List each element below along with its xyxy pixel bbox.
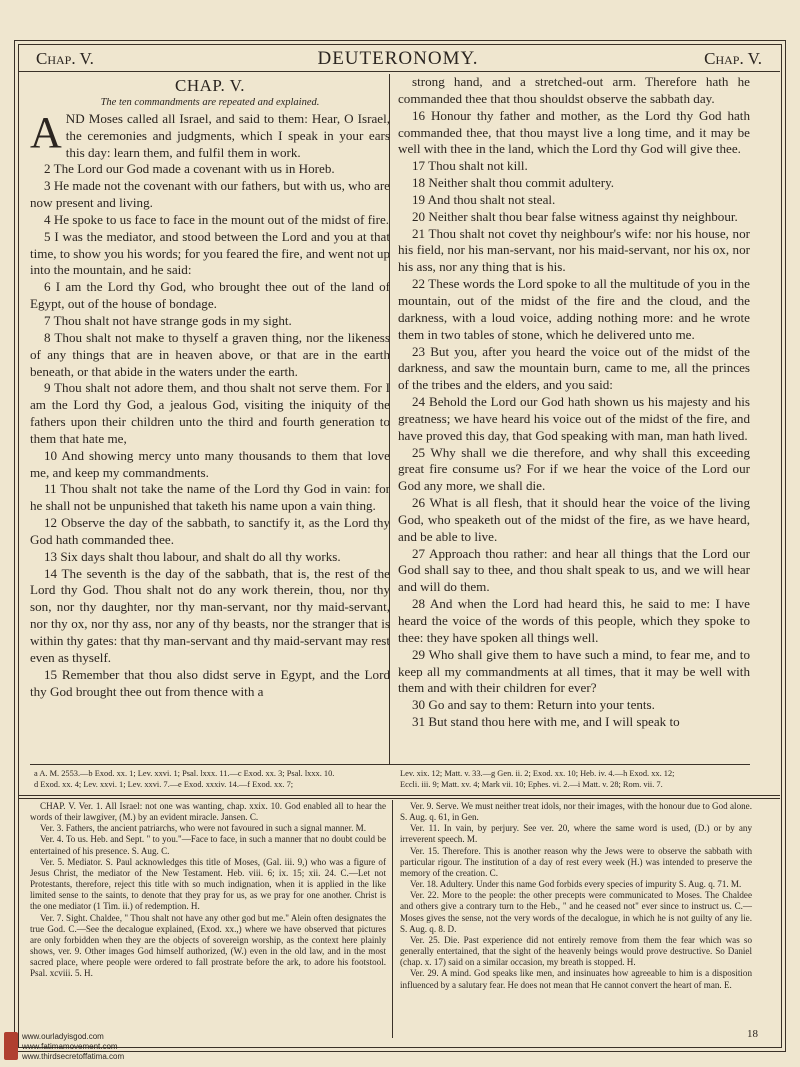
running-header xyxy=(28,46,768,72)
verse: 2 The Lord our God made a covenant with us in Horeb. xyxy=(44,161,335,177)
verse: 15 Remember that thou also didst serve in Egypt, and the Lord thy God brought thee out from thence with a xyxy=(30,666,390,699)
footer-url-link[interactable]: www.fatimamovement.com xyxy=(22,1042,118,1051)
verse: 23 But you, after you heard the voice out of the midst of the darkness, and saw the mountain burn, came to me, all the princes of the tribes and the elders, and you said: xyxy=(398,343,750,393)
commentary-note: Ver. 7. Sight. Chaldee, " Thou shalt not have any other god but me." Alein often designates the true God. C.—See the decalogue explained, (Exod. xx.,) where we have observed that pictures are only forbidden when they are the objects of sovereign worship, as the context here plainly shows, ver. 9. Other images God himself authorized, (W.) even in the old law, and in the most sacred place, where people were ordered to fall prostrate before the ark, to adore his footstool. Psal. xcviii. 5. H. xyxy=(30,912,386,979)
verse: 30 Go and say to them: Return into your tents. xyxy=(412,697,655,713)
left-verses xyxy=(30,107,391,701)
page-number: 18 xyxy=(747,1028,758,1040)
reference-line: a A. M. 2553.—b Exod. xx. 1; Lev. xxvi. 1; Psal. lxxx. 11.—c Exod. xx. 3; Psal. lxxx. 10. xyxy=(34,769,335,778)
chapter-title: CHAP. V. xyxy=(175,76,245,95)
verse: 20 Neither shalt thou bear false witness against thy neighbour. xyxy=(412,208,738,224)
chapter-summary: The ten commandments are repeated and explained. xyxy=(100,96,320,108)
commentary-left xyxy=(30,801,386,980)
commentary-note: Ver. 22. More to the people: the other precepts were communicated to Moses. The Chaldee and others give a contrary turn to the Heb., " and he ceased not" ever since to instruct us. C.—Moses gives the sense, not the very words of the decalogue, in which he is not guilty of any lie. S. Aug. q. 8. D. xyxy=(400,890,752,934)
verse: 28 And when the Lord had heard this, he said to me: I have heard the voice of the words of this people, which they spoke to thee: they have spoken all things well. xyxy=(398,596,750,645)
verse: 31 But stand thou here with me, and I will speak to xyxy=(412,714,680,730)
commentary-note: Ver. 29. A mind. God speaks like men, and insinuates how agreeable to him is a disposition influenced by a salutary fear. He does not mean that He cannot convert the heart of man. E. xyxy=(400,968,752,990)
commentary-note: Ver. 11. In vain, by perjury. See ver. 20, where the same word is used, (D.) or by any irreverent speech. M. xyxy=(400,823,752,845)
commentary-note: Ver. 5. Mediator. S. Paul acknowledges this title of Moses, (Gal. iii. 9,) who was a figure of Jesus Christ, the mediator of the New Testament. Heb. viii. 6; ix. 15; xii. 24. C.—Let not Protestants, therefore, reject this title with so much indignation, when it is applied in the like limited sense to the saints, to denote that they pray for us, as we pray for one another. Christ is the one mediator (1 Tim. ii.) of redemption. H. xyxy=(30,856,386,912)
verse: 21 Thou shalt not covet thy neighbour's wife: nor his house, nor his field, nor his man-servant, nor his maid-servant, nor his ox, nor his ass, nor any thing that is his. xyxy=(398,225,750,275)
notes-rule-bottom xyxy=(18,798,780,799)
verse: 6 I am the Lord thy God, who brought thee out of the land of Egypt, out of the house of bondage. xyxy=(30,279,390,312)
verse: 13 Six days shalt thou labour, and shalt do all thy works. xyxy=(44,548,341,564)
commentary-note: Ver. 3. Fathers, the ancient patriarchs, who were not favoured in such a signal manner. M. xyxy=(40,823,367,834)
verse: 7 Thou shalt not have strange gods in my sight. xyxy=(44,312,292,328)
commentary-note: Ver. 15. Therefore. This is another reason why the Jews were to observe the sabbath with particular rigour. The institution of a day of rest every week (H.) was intended to preserve the memory of the creation. C. xyxy=(400,845,752,878)
notes-rule-top xyxy=(18,795,780,796)
verse: 8 Thou shalt not make to thyself a graven thing, nor the likeness of any things that are in heaven above, or that are in the earth beneath, or that abide in the waters under the earth. xyxy=(30,329,390,379)
right-verses xyxy=(398,74,750,731)
seal-icon xyxy=(4,1032,18,1060)
verse: 16 Honour thy father and mother, as the Lord thy God hath commanded thee, that thou mayst live a long time, and it may be well with thee in the land, which the Lord thy God will give thee. xyxy=(398,107,750,157)
verse: 24 Behold the Lord our God hath shown us his majesty and his greatness; we have heard his voice out of the midst of the fire, and have proved this day, that God speaking with man, man hath lived. xyxy=(398,394,750,443)
verse: 18 Neither shalt thou commit adultery. xyxy=(412,175,615,191)
footer-url-link[interactable]: www.ourladyisgod.com xyxy=(22,1032,104,1041)
references-right xyxy=(400,768,750,790)
verse: 26 What is all flesh, that it should hear the voice of the living God, who speaketh out of the midst of the fire, as we have heard, and be able to live. xyxy=(398,495,750,544)
commentary-note: Ver. 18. Adultery. Under this name God forbids every species of impurity S. Aug. q. 71. M. xyxy=(410,879,742,890)
commentary-note: CHAP. V. Ver. 1. All Israel: not one was wanting, chap. xxix. 10. God enabled all to hear the words of their lawgiver, (M.) by an evident miracle. Jansen. C. xyxy=(30,801,386,823)
footer-url-link[interactable]: www.thirdsecretoffatima.com xyxy=(22,1052,125,1061)
reference-line: Lev. xix. 12; Matt. v. 33.—g Gen. ii. 2; Exod. xx. 10; Heb. iv. 4.—h Exod. xx. 12; xyxy=(400,769,675,778)
commentary-note: Ver. 9. Serve. We must neither treat idols, nor their images, with the honour due to God alone. S. Aug. q. 61, in Gen. xyxy=(400,801,752,823)
verse: 27 Approach thou rather: and hear all things that the Lord our God shall say to thee, and thou shalt speak to us, and we will hear and will do them. xyxy=(398,545,750,595)
verse: 12 Observe the day of the sabbath, to sanctify it, as the Lord thy God hath commanded thee. xyxy=(30,515,390,547)
header-rule xyxy=(18,71,780,72)
header-chapter-right: Chap. V. xyxy=(704,49,762,68)
notes-divider xyxy=(392,800,393,1038)
footer-urls xyxy=(22,1032,124,1062)
drop-cap: A xyxy=(30,107,62,157)
commentary-note: Ver. 4. To us. Heb. and Sept. " to you."—Face to face, in such a manner that no doubt could be entertained of his presence. S. Aug. C. xyxy=(30,834,386,856)
commentary-note: Ver. 25. Die. Past experience did not entirely remove from them the fear which was so generally entertained, that the sight of the heavenly beings would prove destructive. So Daniel (chap. x. 17) said on a similar occasion, my breath is stopped. H. xyxy=(400,934,752,968)
verse: 5 I was the mediator, and stood between the Lord and you at that time, to show you his words; for you feared the fire, and went not up into the mountain, and he said: xyxy=(30,228,391,278)
column-divider xyxy=(389,74,390,764)
verse: strong hand, and a stretched-out arm. Therefore hath he commanded thee that thou shouldst observe the sabbath day. xyxy=(398,74,750,106)
references-left xyxy=(34,768,384,790)
left-text-column xyxy=(30,74,390,700)
reference-line: d Exod. xx. 4; Lev. xxvi. 1; Lev. xxvi. 7.—e Exod. xxxiv. 14.—f Exod. xx. 7; xyxy=(34,780,294,789)
verse: 14 The seventh is the day of the sabbath, that is, the rest of the Lord thy God. Thou shalt not do any work therein, thou, nor thy son, nor thy daughter, nor thy man-servant, nor thy maid-servant, nor thy ox, nor thy ass, nor any of thy beasts, nor the stranger that is within thy gates: that thy man-servant and thy maid-servant may rest even as thyself. xyxy=(30,565,390,665)
header-chapter-left: Chap. V. xyxy=(36,49,94,68)
verse: 22 These words the Lord spoke to all the multitude of you in the mountain, out of the midst of the fire and the cloud, and the darkness, with a loud voice, adding nothing more: and he wrote them in two tables of stone, which he delivered unto me. xyxy=(398,276,750,342)
verse: 17 Thou shalt not kill. xyxy=(412,158,528,174)
commentary-right xyxy=(400,801,752,991)
reference-line: Eccli. iii. 9; Matt. xv. 4; Mark vii. 10; Ephes. vi. 2.—i Matt. v. 28; Rom. vii. 7. xyxy=(400,780,663,789)
verse: 3 He made not the covenant with our fathers, but with us, who are now present and living. xyxy=(30,178,390,211)
verse: 4 He spoke to us face to face in the mount out of the midst of fire. xyxy=(44,211,390,227)
verse xyxy=(30,107,390,162)
verse: 9 Thou shalt not adore them, and thou shalt not serve them. For I am the Lord thy God, a jealous God, visiting the iniquity of the fathers upon their children unto the third and fourth generation to them that hate me, xyxy=(30,380,390,446)
header-book-title: DEUTERONOMY. xyxy=(317,48,479,69)
verse: 29 Who shall give them to have such a mind, to fear me, and to keep all my commandments at all times, that it may be well with them and with their children for ever? xyxy=(398,646,750,696)
right-text-column xyxy=(398,74,750,731)
references-rule xyxy=(30,764,750,765)
verse: 11 Thou shalt not take the name of the Lord thy God in vain: for he shall not be unpunished that taketh his name upon a vain thing. xyxy=(30,481,390,514)
verse: 10 And showing mercy unto many thousands to them that love me, and keep my commandments. xyxy=(30,447,390,480)
verse-text: ND Moses called all Israel, and said to them: Hear, O Israel, the ceremonies and judgments, which I speak in your ears this day: learn them, and fulfil them in work. xyxy=(65,110,390,160)
verse: 25 Why shall we die therefore, and why shall this exceeding great fire consume us? For if we hear the voice of the Lord our God any more, we shall die. xyxy=(398,444,750,494)
verse: 19 And thou shalt not steal. xyxy=(412,191,556,207)
